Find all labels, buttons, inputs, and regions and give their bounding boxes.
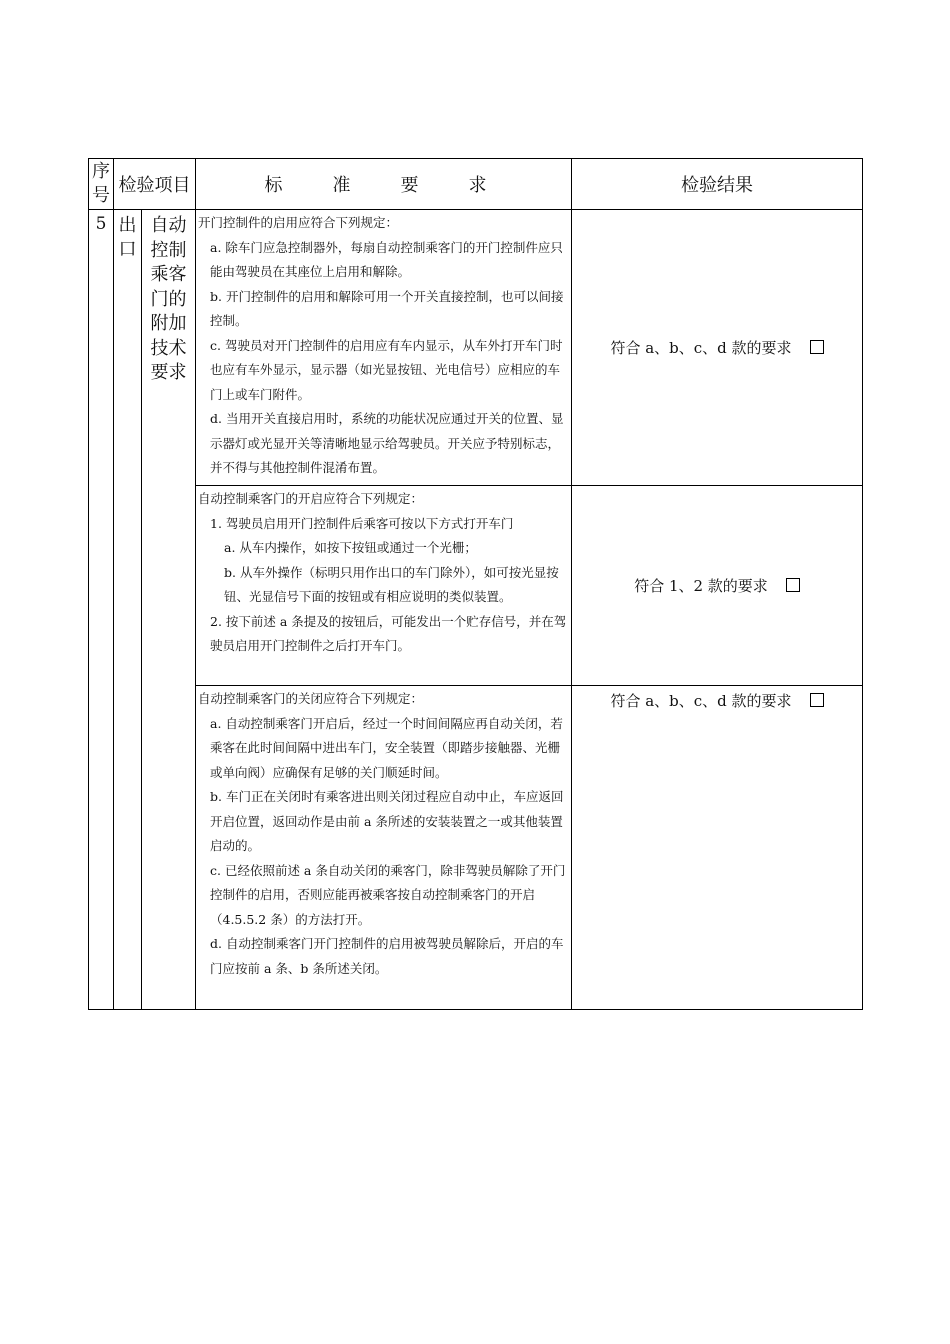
header-seq: 序号 bbox=[89, 159, 114, 210]
result-text: 符合 a、b、c、d 款的要求 bbox=[610, 339, 792, 357]
requirement-line: 1. 驾驶员启用开门控制件后乘客可按以下方式打开车门 bbox=[210, 515, 514, 531]
result-cell-2 bbox=[572, 486, 863, 686]
result-text: 符合 a、b、c、d 款的要求 bbox=[610, 692, 792, 710]
table-row bbox=[89, 486, 863, 686]
result-cell-1 bbox=[572, 210, 863, 486]
requirement-line: d. 自动控制乘客门开门控制件的启用被驾驶员解除后，开启的车门应按前 a 条、b 条所述关闭。 bbox=[210, 936, 564, 976]
requirement-line: 2. 按下前述 a 条提及的按钮后，可能发出一个贮存信号，并在驾驶员启用开门控制件之后打开车门。 bbox=[210, 613, 567, 653]
seq-number: 5 bbox=[89, 210, 114, 1010]
requirement-line: b. 开门控制件的启用和解除可用一个开关直接控制，也可以间接控制。 bbox=[210, 288, 564, 328]
header-standard: 标 准 要 求 bbox=[196, 159, 572, 210]
requirement-line: b. 车门正在关闭时有乘客进出则关闭过程应自动中止，车应返回开启位置，返回动作是由前 a 条所述的安装装置之一或其他装置启动的。 bbox=[210, 789, 564, 853]
inspection-table bbox=[88, 158, 863, 1010]
requirement-line: a. 除车门应急控制器外，每扇自动控制乘客门的开门控制件应只能由驾驶员在其座位上启用和解除。 bbox=[210, 239, 563, 279]
requirement-section-1 bbox=[196, 210, 572, 486]
header-item: 检验项目 bbox=[114, 159, 196, 210]
subitem-cell bbox=[142, 210, 196, 1010]
category-text: 出口 bbox=[118, 215, 137, 260]
requirement-line: c. 已经依照前述 a 条自动关闭的乘客门，除非驾驶员解除了开门控制件的启用，否则应能再被乘客按自动控制乘客门的开启（4.5.5.2 条）的方法打开。 bbox=[210, 862, 566, 927]
requirement-line: 开门控制件的启用应符合下列规定： bbox=[198, 215, 399, 230]
table-row bbox=[89, 210, 863, 486]
subitem-text: 自动控制乘客门的附加技术要求 bbox=[150, 215, 187, 383]
requirement-line: a. 自动控制乘客门开启后，经过一个时间间隔应再自动关闭，若乘客在此时间间隔中进出车门，安全装置（即踏步接触器、光栅或单向阀）应确保有足够的关门顺延时间。 bbox=[210, 715, 563, 780]
table-row bbox=[89, 686, 863, 1010]
result-checkbox[interactable] bbox=[810, 693, 824, 707]
requirement-line: c. 驾驶员对开门控制件的启用应有车内显示，从车外打开车门时也应有车外显示，显示器（如光显按钮、光电信号）应相应的车门上或车门附件。 bbox=[210, 337, 563, 402]
requirement-section-2 bbox=[196, 486, 572, 686]
result-text: 符合 1、2 款的要求 bbox=[634, 577, 768, 595]
requirement-line: d. 当用开关直接启用时，系统的功能状况应通过开关的位置、显示器灯或光显开关等清晰地显示给驾驶员。开关应予特别标志，并不得与其他控制件混淆布置。 bbox=[210, 411, 564, 475]
result-cell-3 bbox=[572, 686, 863, 1010]
result-checkbox[interactable] bbox=[810, 340, 824, 354]
header-row bbox=[89, 159, 863, 210]
requirement-line: b. 从车外操作（标明只用作出口的车门除外），如可按光显按钮、光显信号下面的按钮或有相应说明的类似装置。 bbox=[224, 564, 559, 604]
requirement-line: 自动控制乘客门的开启应符合下列规定： bbox=[198, 491, 424, 506]
requirement-section-3 bbox=[196, 686, 572, 1010]
category-cell bbox=[114, 210, 142, 1010]
requirement-line: 自动控制乘客门的关闭应符合下列规定： bbox=[198, 691, 424, 706]
header-result: 检验结果 bbox=[572, 159, 863, 210]
result-checkbox[interactable] bbox=[786, 578, 800, 592]
requirement-line: a. 从车内操作，如按下按钮或通过一个光栅； bbox=[224, 540, 477, 555]
